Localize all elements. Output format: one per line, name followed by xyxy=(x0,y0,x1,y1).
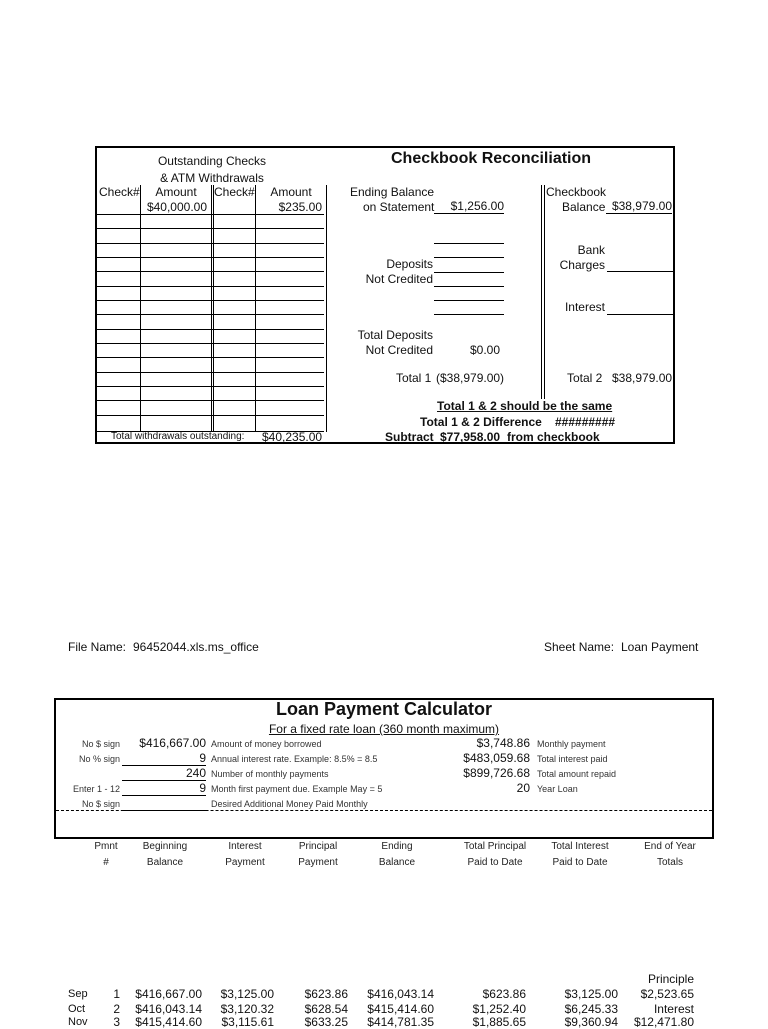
deposit-field[interactable] xyxy=(434,257,504,258)
row-principal: $633.25 xyxy=(304,1015,348,1029)
file-name-label: File Name: xyxy=(68,640,127,654)
total2-value: $38,979.00 xyxy=(612,371,673,385)
table-row[interactable] xyxy=(97,286,324,287)
checkbook-balance-label: Checkbook xyxy=(546,185,607,199)
output-desc: Monthly payment xyxy=(537,739,606,749)
total2-label: Total 2 xyxy=(567,371,603,385)
input-desc: Annual interest rate. Example: 8.5% = 8.5 xyxy=(211,754,378,764)
total1-label: Total 1 xyxy=(396,371,432,385)
table-row[interactable] xyxy=(97,400,324,401)
total-withdrawals-label: Total withdrawals outstanding: xyxy=(111,431,245,442)
total-repaid-value: $899,726.68 xyxy=(463,766,530,780)
total1-value: ($38,979.00) xyxy=(436,371,505,385)
ending-balance-label-2: on Statement xyxy=(363,200,435,214)
row-year-total: $2,523.65 xyxy=(640,987,694,1001)
difference-value: ######### xyxy=(555,415,616,429)
row-month: Sep xyxy=(68,988,88,1000)
row-begin-balance: $415,414.60 xyxy=(135,1015,202,1029)
col-amount2-header: Amount xyxy=(270,185,312,199)
sheet-name: Loan Payment xyxy=(621,640,699,654)
table-row[interactable] xyxy=(97,357,324,358)
file-name: 96452044.xls.ms_office xyxy=(133,640,259,654)
deposits-label-2: Not Credited xyxy=(365,272,433,286)
loan-subtitle: For a fixed rate loan (360 month maximum) xyxy=(268,722,500,736)
input-desc: Number of monthly payments xyxy=(211,769,329,779)
ending-balance-field[interactable]: $1,256.00 xyxy=(434,199,504,214)
row-end-balance: $415,414.60 xyxy=(367,1002,434,1016)
input-desc: Desired Additional Money Paid Monthly xyxy=(211,799,368,809)
table-row[interactable] xyxy=(97,329,324,330)
table-row[interactable] xyxy=(97,343,324,344)
col-header-interest-payment: Interest Payment xyxy=(225,841,265,868)
grid-vline xyxy=(211,185,212,432)
row-interest: $3,125.00 xyxy=(220,987,274,1001)
dashed-divider xyxy=(56,810,712,811)
deposit-field[interactable] xyxy=(434,314,504,315)
table-row[interactable] xyxy=(97,372,324,373)
row-begin-balance: $416,667.00 xyxy=(135,987,202,1001)
row-interest: $3,115.61 xyxy=(221,1015,274,1029)
checkbook-reconciliation-panel xyxy=(95,146,675,444)
deposit-field[interactable] xyxy=(434,286,504,287)
checkbook-balance-label-2: Balance xyxy=(562,200,606,214)
row-total-interest: $3,125.00 xyxy=(564,987,618,1001)
col-header-payment-number: Pmnt # xyxy=(94,841,118,868)
bank-charges-label: Bank xyxy=(577,243,605,257)
outstanding-heading-2: & ATM Withdrawals xyxy=(160,171,264,185)
input-hint: No % sign xyxy=(78,754,120,764)
row-principal: $628.54 xyxy=(304,1002,348,1016)
input-desc: Amount of money borrowed xyxy=(211,739,322,749)
output-desc: Year Loan xyxy=(537,784,578,794)
check-amount-cell[interactable]: $40,000.00 xyxy=(146,200,207,214)
row-end-balance: $414,781.35 xyxy=(367,1015,434,1029)
row-interest: $3,120.32 xyxy=(220,1002,274,1016)
row-total-interest: $9,360.94 xyxy=(564,1015,618,1029)
table-row[interactable] xyxy=(97,257,324,258)
table-row[interactable] xyxy=(97,214,324,215)
interest-rate-input[interactable]: 9 xyxy=(122,751,206,766)
grid-vline xyxy=(140,185,141,432)
total-deposits-label: Total Deposits xyxy=(357,328,433,342)
totals-same-note: Total 1 & 2 should be the same xyxy=(437,399,613,413)
output-desc: Total amount repaid xyxy=(537,769,617,779)
additional-payment-input[interactable] xyxy=(122,796,206,811)
row-month: Nov xyxy=(68,1016,88,1028)
check-amount-cell[interactable]: $235.00 xyxy=(278,200,322,214)
row-principal: $623.86 xyxy=(304,987,348,1001)
input-desc: Month first payment due. Example May = 5 xyxy=(211,784,383,794)
col-header-ending-balance: Ending Balance xyxy=(378,841,416,868)
monthly-payment-value: $3,748.86 xyxy=(476,736,530,750)
table-row[interactable] xyxy=(97,300,324,301)
grid-vline xyxy=(326,185,327,432)
input-hint: No $ sign xyxy=(81,799,120,809)
input-hint: Enter 1 - 12 xyxy=(72,784,120,794)
deposit-field[interactable] xyxy=(434,272,504,273)
table-row[interactable] xyxy=(97,243,324,244)
difference-label: Total 1 & 2 Difference xyxy=(420,415,542,429)
bank-charges-label-2: Charges xyxy=(559,258,605,272)
ending-balance-label: Ending Balance xyxy=(350,185,435,199)
row-number: 3 xyxy=(113,1015,120,1029)
loan-title: Loan Payment Calculator xyxy=(275,699,493,719)
col-check2-header: Check# xyxy=(214,185,255,199)
col-check-header: Check# xyxy=(99,185,140,199)
total-deposits-value: $0.00 xyxy=(469,343,500,357)
total-interest-value: $483,059.68 xyxy=(463,751,530,765)
outstanding-heading-1: Outstanding Checks xyxy=(157,154,267,168)
year-loan-value: 20 xyxy=(516,781,530,795)
input-hint: No $ sign xyxy=(81,739,120,749)
year-end-principle-label: Principle xyxy=(647,972,694,986)
total-withdrawals-value: $40,235.00 xyxy=(262,430,323,444)
row-year-total: $12,471.80 xyxy=(633,1015,694,1029)
col-header-year-totals: End of Year Totals xyxy=(644,841,696,868)
row-number: 2 xyxy=(113,1002,120,1016)
checkbook-balance-field[interactable]: $38,979.00 xyxy=(606,199,672,214)
row-total-principal: $1,252.40 xyxy=(472,1002,526,1016)
deposit-field[interactable] xyxy=(434,300,504,301)
checkbook-title: Checkbook Reconciliation xyxy=(391,150,592,167)
first-month-input[interactable]: 9 xyxy=(122,781,206,796)
row-end-balance: $416,043.14 xyxy=(367,987,434,1001)
row-month: Oct xyxy=(68,1003,86,1015)
row-year-total: Interest xyxy=(653,1002,694,1016)
subtract-label: Subtract xyxy=(385,430,434,444)
col-header-total-principal: Total Principal Paid to Date xyxy=(463,841,527,868)
table-row[interactable] xyxy=(97,271,324,272)
grid-vline xyxy=(255,185,256,432)
col-amount-header: Amount xyxy=(155,185,197,199)
row-begin-balance: $416,043.14 xyxy=(135,1002,202,1016)
interest-label: Interest xyxy=(564,300,605,314)
deposits-label: Deposits xyxy=(386,257,433,271)
column-divider xyxy=(541,185,542,399)
sheet-name-label: Sheet Name: xyxy=(544,640,615,654)
row-total-principal: $623.86 xyxy=(482,987,526,1001)
deposit-field[interactable] xyxy=(434,243,504,244)
table-row[interactable] xyxy=(97,228,324,229)
grid-vline xyxy=(213,185,214,432)
row-total-principal: $1,885.65 xyxy=(472,1015,526,1029)
loan-calculator-panel xyxy=(54,698,714,839)
row-number: 1 xyxy=(113,987,120,1001)
row-total-interest: $6,245.33 xyxy=(564,1002,618,1016)
loan-amount-input[interactable]: $416,667.00 xyxy=(139,736,206,750)
output-desc: Total interest paid xyxy=(537,754,608,764)
interest-field[interactable] xyxy=(607,314,675,315)
total-deposits-label-2: Not Credited xyxy=(365,343,433,357)
table-row[interactable] xyxy=(97,314,324,315)
column-divider xyxy=(544,185,545,399)
subtract-value: $77,958.00 xyxy=(440,430,501,444)
col-header-principal-payment: Principal Payment xyxy=(298,841,338,868)
col-header-beginning-balance: Beginning Balance xyxy=(142,841,188,868)
bank-charges-field[interactable] xyxy=(607,271,675,272)
payments-count-input[interactable]: 240 xyxy=(122,766,206,781)
table-row[interactable] xyxy=(97,386,324,387)
table-row[interactable] xyxy=(97,415,324,416)
col-header-total-interest: Total Interest Paid to Date xyxy=(551,841,609,868)
subtract-suffix: from checkbook xyxy=(507,430,600,444)
